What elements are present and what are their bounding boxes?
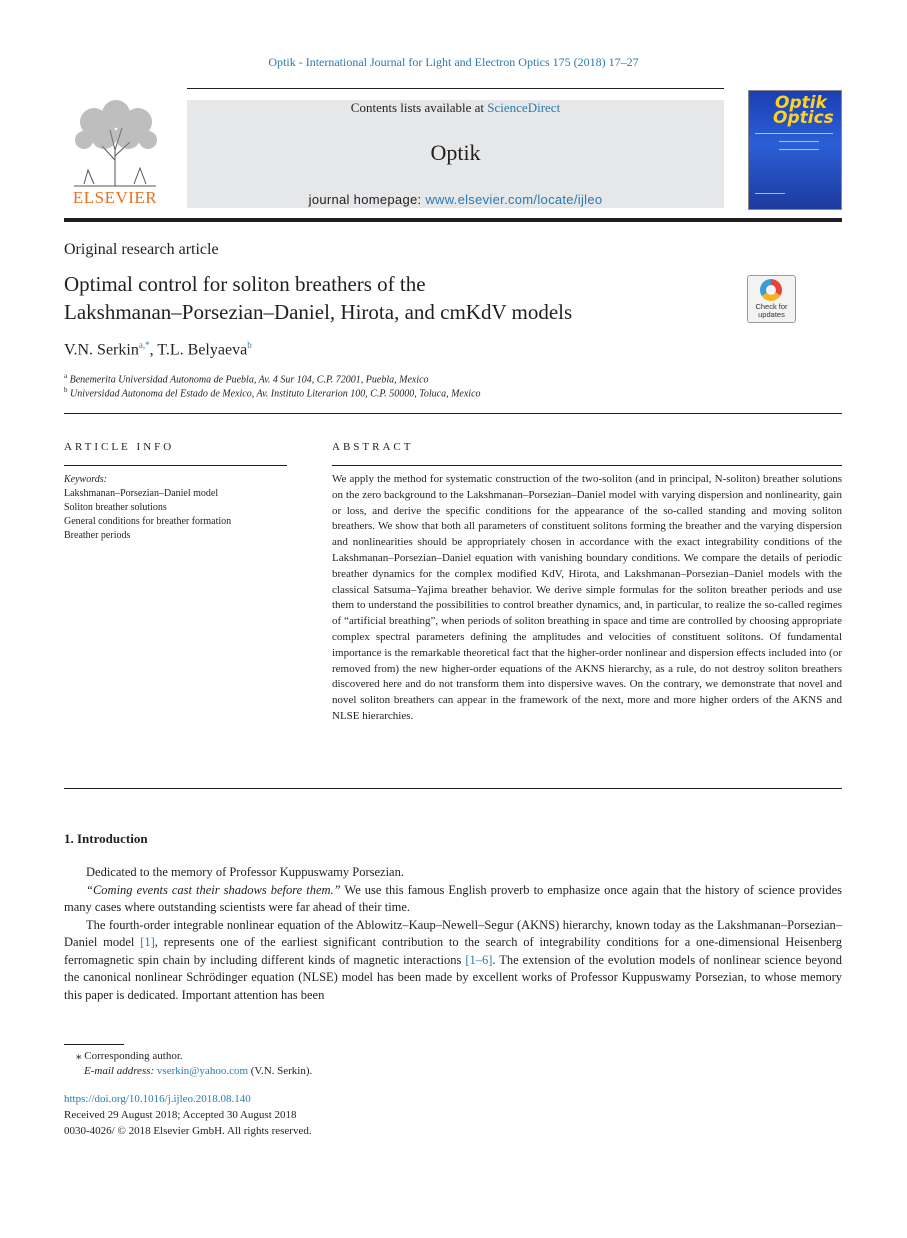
journal-reference[interactable]: Optik - International Journal for Light and Electron Optics 175 (2018) 17–27 [268, 55, 639, 69]
cover-text-line [779, 149, 819, 150]
section-heading-introduction: 1. Introduction [64, 831, 148, 846]
intro-paragraph-1: “Coming events cast their shadows before them.” We use this famous English proverb to emphasize once again that the history of science provides many cases where outstanding scientists were far ahead of their time. [64, 883, 842, 915]
title-line-2: Lakshmanan–Porsezian–Daniel, Hirota, and cmKdV models [64, 300, 573, 324]
affiliation-rule [64, 413, 842, 414]
journal-title: Optik [430, 140, 481, 165]
article-title [64, 270, 724, 326]
footnote-rule [64, 1044, 124, 1045]
copyright-line: 0030-4026/ © 2018 Elsevier GmbH. All rights reserved. [64, 1125, 312, 1137]
journal-cover-image[interactable] [748, 90, 842, 210]
author-2[interactable]: T.L. Belyaeva [157, 341, 248, 359]
homepage-link[interactable]: www.elsevier.com/locate/ijleo [425, 192, 603, 207]
corresponding-author-note: ⁎ Corresponding author. [76, 1050, 183, 1062]
abstract-text: We apply the method for systematic construction of the two-soliton (and in principal, N-soliton) breather solutions on the zero background to the Lakshmanan–Porsezian–Daniel model with varying dispersion and nonlinearity, gain or loss, and derive the specific conditions for the appearance of the so-called standing and moving soliton breathers. We show that both all parameters of constituent solitons forming the breather and the varying dispersion and nonlinearities should be appropriately chosen in accordance with the exact integrability conditions of the Lakshmanan–Porsezian–Daniel equation with vanishing boundary conditions. We compare the details of periodic breather dynamics for the complex modified KdV, Hirota, and Lakshmanan–Porsezian–Daniel models with the classical Satsuma–Yajima breather behavior. We derive simple formulas for the soliton breather periods and use them to understand the possibilities to control breather dynamics, and, in particular, to realize the so-called regimes of “artificial breathing”, when periods of soliton breathing in space and time are controlled by choosing appropriate complex spectral parameters defining the amplitudes and velocities of constituent solitons. Of fundamental importance is the remarkable theoretical fact that the higher-order nonlinear and dispersion effects included into (or removed from) the new higher-order equations of the AKNS hierarchy, as a rule, do not destroy soliton breathers discovered here and do not transform them into dispersive waves. On the contrary, we demonstrate that novel and novel soliton breathers can appear in the framework of the next, more and more higher orders of the AKNS and NLSE hierarchies. [332, 473, 842, 722]
abstract-heading: ABSTRACT [332, 441, 414, 453]
journal-masthead [187, 100, 724, 208]
keyword-item: General conditions for breather formation [64, 516, 232, 527]
article-info-heading: ARTICLE INFO [64, 441, 175, 453]
crossmark-label-1: Check for [755, 302, 788, 311]
abstract-bottom-rule [64, 788, 842, 789]
keywords-label: Keywords: [64, 474, 107, 485]
author-2-marks[interactable]: b [247, 340, 252, 350]
elsevier-tree-icon [64, 100, 166, 188]
crossmark-icon [760, 279, 782, 301]
cover-text-line [755, 133, 833, 134]
affiliation-b: $^b$ Universidad Autonoma del Estado de Mexico, Av. Instituto Literarion 100, C.P. 50000, Toluca, Mexico [64, 386, 481, 400]
cover-text-line [755, 193, 785, 194]
header-rule [187, 88, 724, 89]
author-1-marks[interactable]: a,* [138, 340, 150, 350]
article-info-rule [64, 465, 287, 466]
received-dates: Received 29 August 2018; Accepted 30 August 2018 [64, 1109, 297, 1121]
doi-link[interactable]: https://doi.org/10.1016/j.ijleo.2018.08.140 [64, 1093, 251, 1105]
dedication-text: Dedicated to the memory of Professor Kuppuswamy Porsezian. [86, 865, 404, 879]
email-note: E-mail address: vserkin@yahoo.com (V.N. Serkin). [84, 1065, 313, 1077]
keyword-item: Lakshmanan–Porsezian–Daniel model [64, 488, 219, 499]
elsevier-wordmark: ELSEVIER [72, 188, 158, 207]
contents-available: Contents lists available at ScienceDirect [350, 100, 561, 115]
journal-homepage: journal homepage: www.elsevier.com/locate/ijleo [308, 192, 603, 207]
abstract-rule [332, 465, 842, 466]
elsevier-logo [64, 100, 166, 208]
check-for-updates-button[interactable] [747, 275, 796, 323]
affiliation-a: $^a$ Benemerita Universidad Autonoma de Puebla, Av. 4 Sur 104, C.P. 72001, Puebla, Mexico [64, 372, 429, 386]
cover-title-optik: Optik [775, 93, 827, 113]
crossmark-label-2: updates [758, 310, 785, 319]
cover-title-optics: Optics [773, 108, 834, 128]
keyword-item: Soliton breather solutions [64, 502, 167, 513]
author-list: V.N. Serkin$^{a,*}$, T.L. Belyaeva$^b$ [64, 340, 252, 359]
keyword-item: Breather periods [64, 530, 131, 541]
cover-text-line [779, 141, 819, 142]
sciencedirect-link[interactable]: ScienceDirect [487, 100, 561, 115]
citation-link[interactable]: [1–6] [465, 952, 493, 967]
title-line-1: Optimal control for soliton breathers of the [64, 272, 426, 296]
citation-link[interactable]: [1] [140, 935, 155, 950]
author-1[interactable]: V.N. Serkin [64, 341, 139, 359]
article-type: Original research article [64, 241, 219, 258]
intro-paragraph-2: The fourth-order integrable nonlinear equation of the Ablowitz–Kaup–Newell–Segur (AKNS) hierarchy, known today as the Lakshmanan–Porsezian–Daniel model [1], represents one of the earliest significant contribution to the search of integrability conditions for a one-dimensional Heisenberg ferromagnetic spin chain by including different kinds of magnetic interactions [1–6]. The extension of the evolution models of nonlinear science beyond the canonical nonlinear Schrödinger equation (NLSE) model has been made by excellent works of Professor Kuppuswamy Porsezian, to whose memory this paper is dedicated. Important attention has been [64, 918, 842, 1002]
email-link[interactable]: vserkin@yahoo.com [156, 1065, 249, 1077]
masthead-thick-rule [64, 218, 842, 222]
